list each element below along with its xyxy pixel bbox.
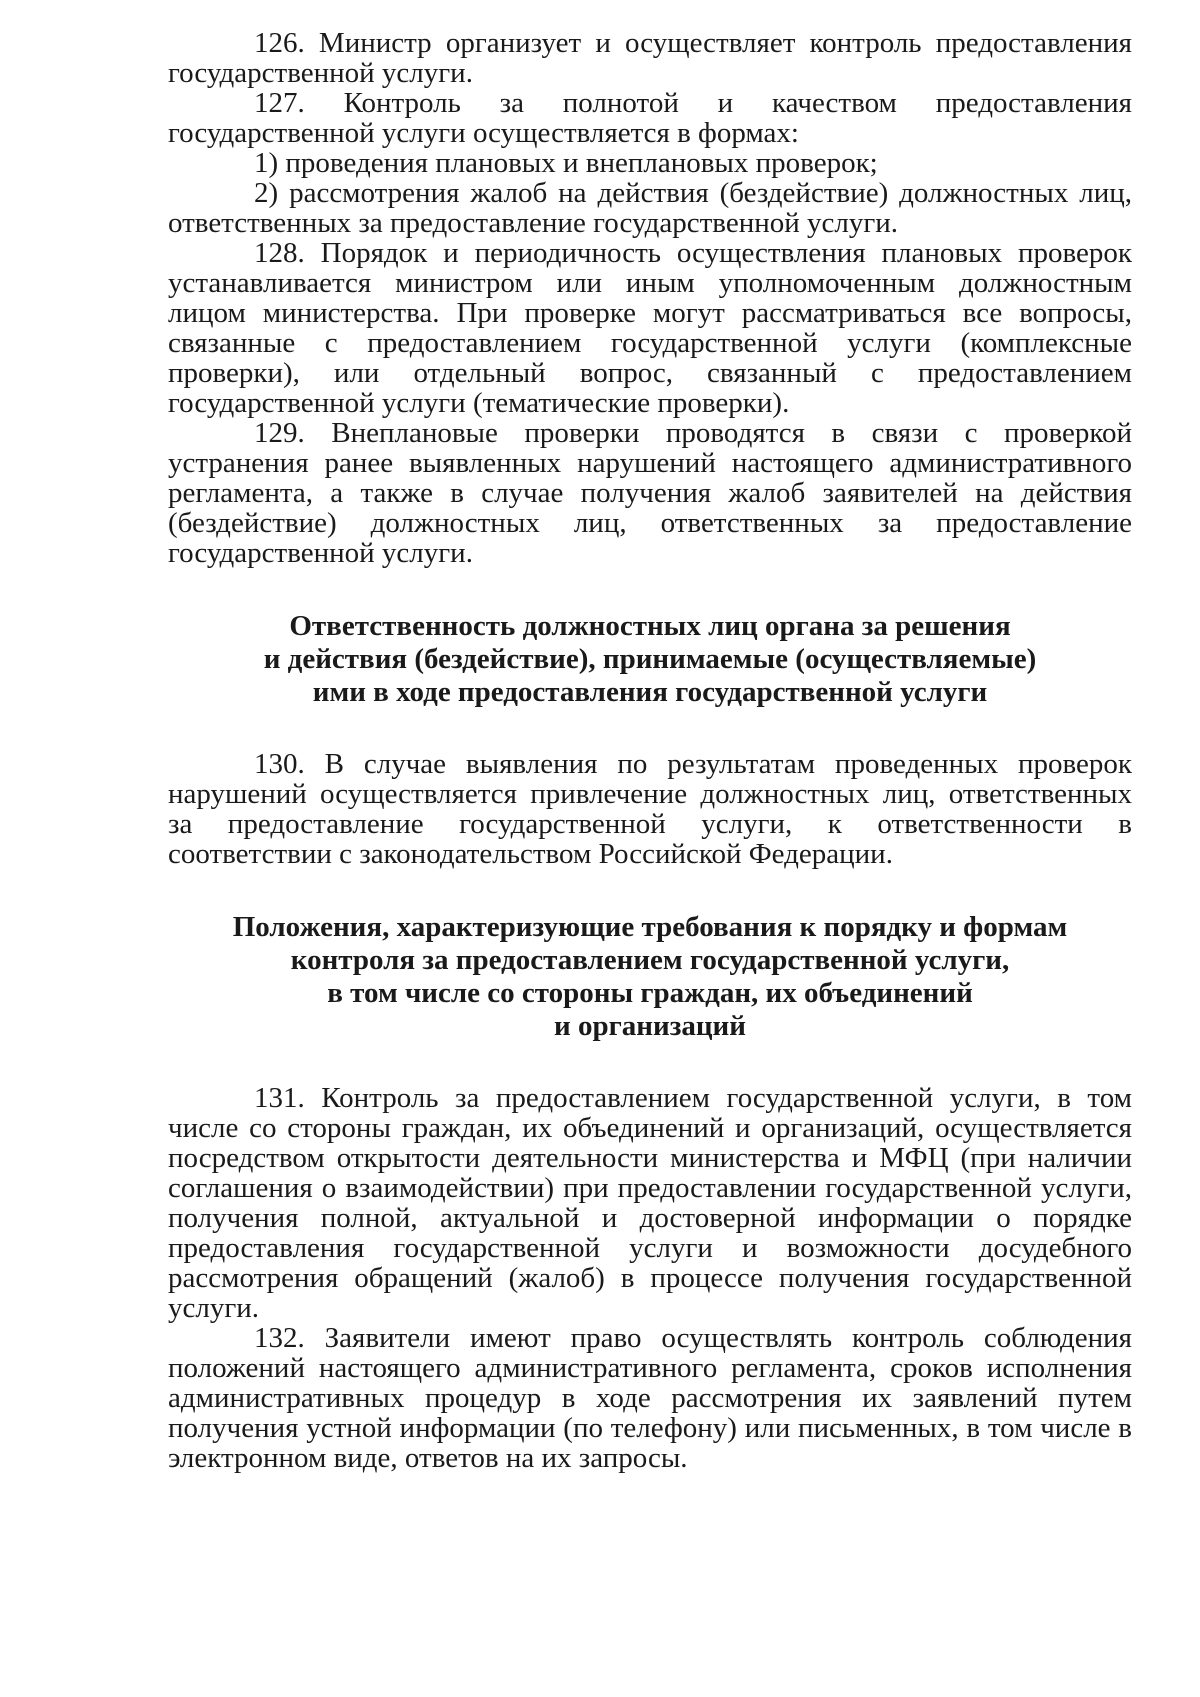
heading-line: ими в ходе предоставления государственной услуги	[312, 676, 988, 708]
paragraph-128: 128. Порядок и периодичность осуществления плановых проверок устанавливается министром или иным уполномоченным должностным лицом министерства. При проверке могут рассматриваться все вопросы, связанные с предоставлением государственной услуги (комплексные проверки), или отдельный вопрос, связанный с предоставлением государственной услуги (тематические проверки).	[168, 237, 1132, 419]
section-heading-responsibility	[168, 610, 1132, 709]
section-heading-control-requirements	[168, 911, 1132, 1043]
heading-line: Ответственность должностных лиц органа за решения	[289, 610, 1011, 642]
document-page	[168, 28, 1132, 1473]
paragraph-131: 131. Контроль за предоставлением государственной услуги, в том числе со стороны граждан, их объединений и организаций, осуществляется посредством открытости деятельности министерства и МФЦ (при наличии соглашения о взаимодействии) при предоставлении государственной услуги, получения полной, актуальной и достоверной информации о порядке предоставления государственной услуги и возможности досудебного рассмотрения обращений (жалоб) в процессе получения государственной услуги.	[168, 1082, 1132, 1324]
list-item-2: 2) рассмотрения жалоб на действия (бездействие) должностных лиц, ответственных за предоставление государственной услуги.	[168, 177, 1132, 239]
heading-line: в том числе со стороны граждан, их объединений	[327, 977, 973, 1009]
list-item-1: 1) проведения плановых и внеплановых проверок;	[254, 147, 878, 179]
heading-line: Положения, характеризующие требования к порядку и формам	[232, 911, 1068, 943]
paragraph-127: 127. Контроль за полнотой и качеством предоставления государственной услуги осуществляется в формах:	[168, 87, 1132, 149]
paragraph-132: 132. Заявители имеют право осуществлять контроль соблюдения положений настоящего административного регламента, сроков исполнения административных процедур в ходе рассмотрения их заявлений путем получения устной информации (по телефону) или письменных, в том числе в электронном виде, ответов на их запросы.	[168, 1322, 1132, 1474]
paragraph-130: 130. В случае выявления по результатам проведенных проверок нарушений осуществляется привлечение должностных лиц, ответственных за предоставление государственной услуги, к ответственности в соответствии с законодательством Российской Федерации.	[168, 748, 1132, 870]
paragraph-126: 126. Министр организует и осуществляет контроль предоставления государственной услуги.	[168, 27, 1132, 89]
heading-line: и действия (бездействие), принимаемые (осуществляемые)	[263, 643, 1037, 675]
paragraph-129: 129. Внеплановые проверки проводятся в связи с проверкой устранения ранее выявленных нарушений настоящего административного регламента, а также в случае получения жалоб заявителей на действия (бездействие) должностных лиц, ответственных за предоставление государственной услуги.	[168, 417, 1132, 569]
heading-line: контроля за предоставлением государственной услуги,	[290, 944, 1010, 976]
heading-line: и организаций	[554, 1010, 746, 1042]
